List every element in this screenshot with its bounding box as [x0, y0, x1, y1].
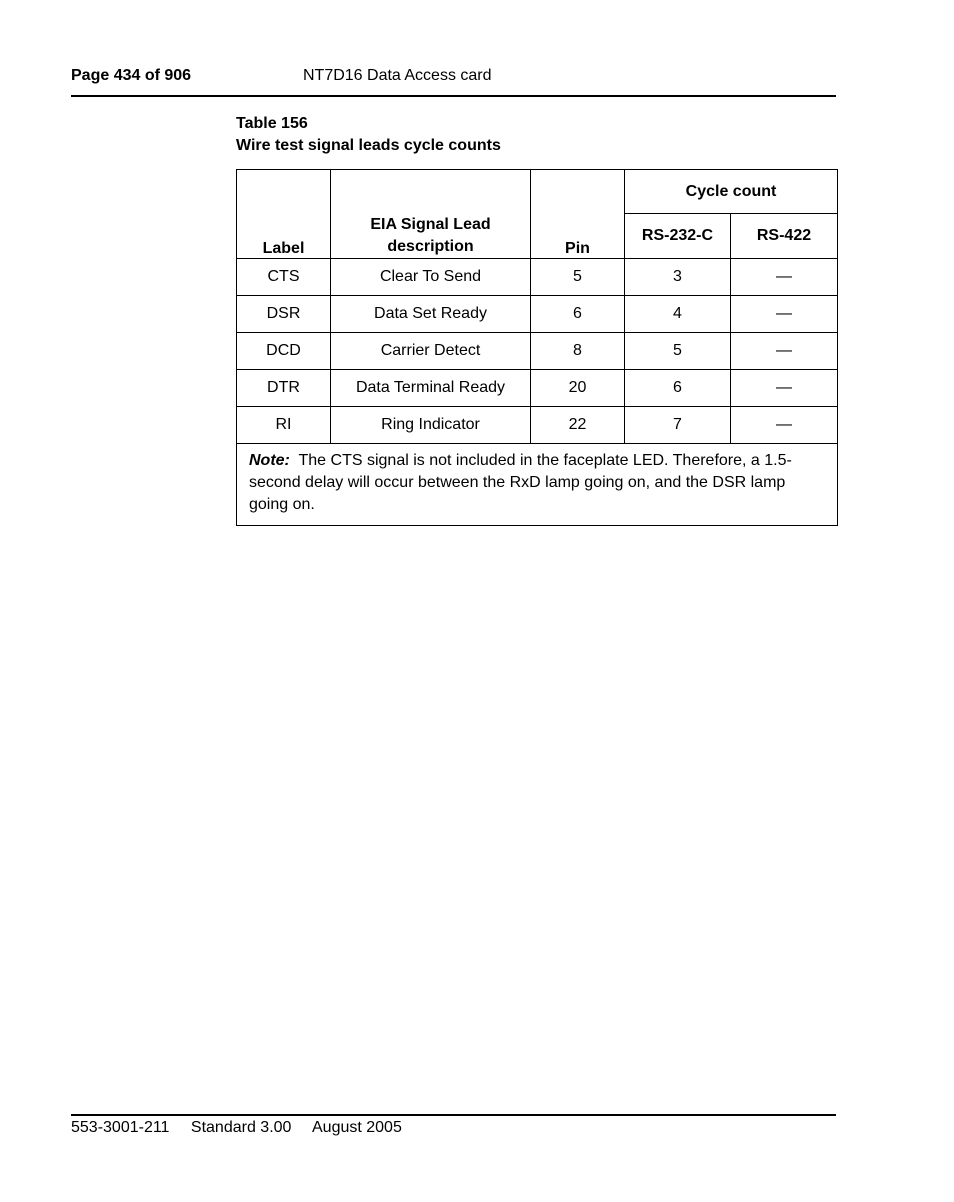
section-title: NT7D16 Data Access card	[303, 67, 492, 84]
document-number: 553-3001-211	[71, 1119, 170, 1136]
column-header-rs422: RS-422	[731, 214, 838, 259]
cell-rs422: —	[731, 333, 838, 370]
document-date: August 2005	[312, 1119, 402, 1136]
cell-rs422: —	[731, 407, 838, 444]
cell-pin: 5	[531, 259, 625, 296]
table-note	[237, 444, 838, 526]
cell-rs422: —	[731, 296, 838, 333]
column-header-pin: Pin	[531, 170, 625, 259]
header-divider	[71, 95, 836, 97]
cell-rs422: —	[731, 370, 838, 407]
cell-rs232: 5	[625, 333, 731, 370]
note-label: Note:	[249, 452, 290, 469]
eia-header-line1: EIA Signal Lead	[370, 216, 491, 233]
cell-pin: 8	[531, 333, 625, 370]
table-number: Table 156	[236, 115, 308, 132]
cell-rs232: 7	[625, 407, 731, 444]
footer-divider	[71, 1114, 836, 1116]
page-number: Page 434 of 906	[71, 67, 192, 84]
cell-label: DCD	[237, 333, 331, 370]
page-footer	[71, 1118, 419, 1138]
table-note-row	[237, 444, 838, 526]
cell-pin: 6	[531, 296, 625, 333]
cell-rs232: 6	[625, 370, 731, 407]
cell-label: DSR	[237, 296, 331, 333]
table-row	[237, 407, 838, 444]
cell-label: RI	[237, 407, 331, 444]
cell-label: DTR	[237, 370, 331, 407]
cell-description: Data Set Ready	[331, 296, 531, 333]
table-row	[237, 259, 838, 296]
cell-rs232: 4	[625, 296, 731, 333]
table-row	[237, 296, 838, 333]
column-header-rs232: RS-232-C	[625, 214, 731, 259]
cell-description: Data Terminal Ready	[331, 370, 531, 407]
column-header-label: Label	[237, 170, 331, 259]
eia-header-line2: description	[387, 238, 474, 255]
table-title: Wire test signal leads cycle counts	[236, 137, 501, 154]
column-header-cycle-count: Cycle count	[625, 170, 838, 214]
cell-description: Ring Indicator	[331, 407, 531, 444]
document-standard: Standard 3.00	[190, 1119, 292, 1136]
note-text: The CTS signal is not included in the faceplate LED. Therefore, a 1.5-second delay will occur between the RxD lamp going on, and the DSR lamp going on.	[249, 452, 792, 513]
cell-rs232: 3	[625, 259, 731, 296]
cell-pin: 22	[531, 407, 625, 444]
table-caption	[236, 113, 501, 157]
table-row	[237, 370, 838, 407]
cell-pin: 20	[531, 370, 625, 407]
cell-description: Carrier Detect	[331, 333, 531, 370]
page-header	[71, 66, 492, 86]
cell-description: Clear To Send	[331, 259, 531, 296]
column-header-eia-description	[331, 170, 531, 259]
signal-leads-table	[236, 169, 838, 526]
cell-rs422: —	[731, 259, 838, 296]
table-row	[237, 333, 838, 370]
cell-label: CTS	[237, 259, 331, 296]
